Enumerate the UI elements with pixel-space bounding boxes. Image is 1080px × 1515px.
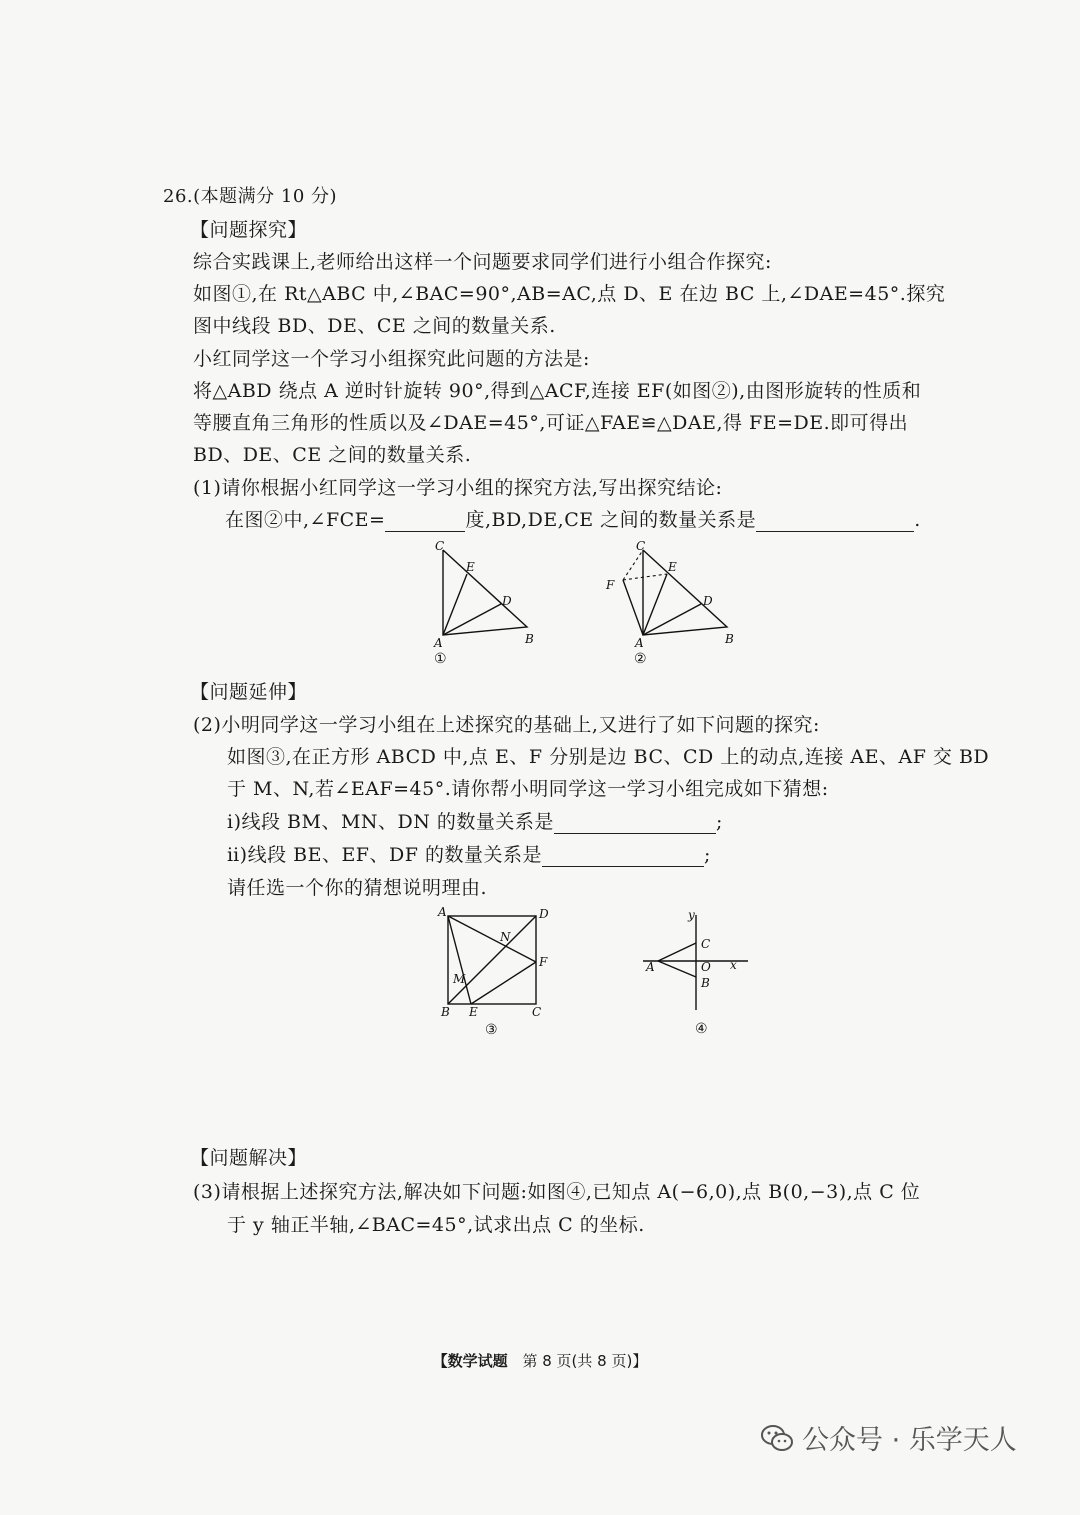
fig4-label-c: C — [701, 937, 711, 951]
fig2-label-b: B — [725, 632, 734, 646]
guess-ii-end: ; — [703, 844, 711, 866]
question-3-line-2: 于 y 轴正半轴,∠BAC=45°,试求出点 C 的坐标. — [227, 1214, 645, 1236]
guess-i-text: ⅰ)线段 BM、MN、DN 的数量关系是 — [227, 811, 554, 833]
fig3-label-m: M — [453, 972, 466, 986]
paragraph-intro: 综合实践课上,老师给出这样一个问题要求同学们进行小组合作探究: — [193, 251, 772, 273]
fig4-caption: ④ — [695, 1021, 708, 1037]
paragraph-condition: 如图①,在 Rt△ABC 中,∠BAC=90°,AB=AC,点 D、E 在边 BC 上,∠DAE=45°.探究 — [193, 283, 946, 305]
fig4-label-b: B — [701, 976, 710, 990]
fig4-label-o: O — [701, 960, 711, 974]
fig3-label-e: E — [469, 1005, 478, 1019]
figure-3 — [430, 902, 555, 1042]
fig3-label-n: N — [500, 930, 511, 944]
question-header: 26.(本题满分 10 分) — [163, 186, 338, 207]
section-title-extend: 【问题延伸】 — [190, 681, 308, 703]
watermark-text: 公众号 · 乐学天人 — [802, 1425, 1017, 1456]
question-2-guess-ii — [227, 843, 711, 867]
answer-blank-angle[interactable] — [385, 513, 465, 532]
figure-4 — [638, 905, 753, 1040]
fig2-label-c: C — [636, 539, 646, 553]
question-1-fill — [225, 508, 921, 532]
guess-ii-text: ⅱ)线段 BE、EF、DF 的数量关系是 — [227, 844, 542, 866]
fig2-label-f: F — [606, 578, 615, 592]
fig1-label-e: E — [466, 560, 475, 574]
fig1-label-a: A — [434, 636, 443, 650]
fig1-label-b: B — [525, 632, 534, 646]
fig4-label-x: x — [730, 958, 737, 972]
section-title-explore: 【问题探究】 — [190, 219, 308, 241]
fig3-label-a: A — [438, 905, 447, 919]
figure-2 — [598, 535, 743, 670]
question-3-line-1: (3)请根据上述探究方法,解决如下问题:如图④,已知点 A(−6,0),点 B(0,−3),点 C 位 — [193, 1181, 921, 1203]
fig3-label-b: B — [441, 1005, 450, 1019]
question-2-reason: 请任选一个你的猜想说明理由. — [227, 877, 488, 899]
paragraph-task: 图中线段 BD、DE、CE 之间的数量关系. — [193, 315, 556, 337]
q1-fill-part-a: 在图②中,∠FCE= — [225, 509, 386, 531]
answer-blank-relation[interactable] — [756, 513, 914, 532]
paragraph-method-2: 等腰直角三角形的性质以及∠DAE=45°,可证△FAE≌△DAE,得 FE=DE.即可得出 — [193, 412, 909, 434]
answer-blank-guess-ii[interactable] — [542, 848, 704, 867]
fig1-label-d: D — [502, 594, 512, 608]
wechat-icon — [760, 1423, 794, 1453]
fig3-label-d: D — [539, 907, 549, 921]
paragraph-method-intro: 小红同学这一个学习小组探究此问题的方法是: — [193, 348, 590, 370]
question-2: (2)小明同学这一学习小组在上述探究的基础上,又进行了如下问题的探究: — [193, 714, 820, 736]
q1-fill-part-b: 度,BD,DE,CE 之间的数量关系是 — [465, 509, 757, 531]
page-footer — [0, 1350, 1080, 1371]
fig3-caption: ③ — [485, 1022, 498, 1038]
paragraph-method-1: 将△ABD 绕点 A 逆时针旋转 90°,得到△ACF,连接 EF(如图②),由图形旋转的性质和 — [193, 380, 922, 402]
fig4-label-y: y — [688, 908, 695, 922]
fig4-label-a: A — [646, 960, 655, 974]
paragraph-method-3: BD、DE、CE 之间的数量关系. — [193, 444, 472, 466]
question-2-condition-1: 如图③,在正方形 ABCD 中,点 E、F 分别是边 BC、CD 上的动点,连接 AE、AF 交 BD — [227, 746, 990, 768]
fig2-caption: ② — [634, 651, 647, 667]
question-1: (1)请你根据小红同学这一学习小组的探究方法,写出探究结论: — [193, 477, 723, 499]
fig3-label-f: F — [539, 955, 548, 969]
fig2-label-e: E — [668, 560, 677, 574]
section-title-solve: 【问题解决】 — [190, 1147, 308, 1169]
question-2-condition-2: 于 M、N,若∠EAF=45°.请你帮小明同学这一学习小组完成如下猜想: — [227, 778, 829, 800]
watermark — [760, 1418, 1017, 1457]
fig3-label-c: C — [532, 1005, 542, 1019]
q1-fill-part-c: . — [914, 509, 921, 531]
guess-i-end: ; — [715, 811, 723, 833]
fig2-label-a: A — [635, 636, 644, 650]
fig2-label-d: D — [703, 594, 713, 608]
fig1-caption: ① — [434, 651, 447, 667]
fig1-label-c: C — [435, 539, 445, 553]
footer-subject: 【数学试题 — [432, 1352, 508, 1370]
question-2-guess-i — [227, 810, 723, 834]
answer-blank-guess-i[interactable] — [554, 815, 716, 834]
figure-1 — [425, 535, 550, 670]
footer-page: 第 8 页(共 8 页)】 — [522, 1352, 648, 1370]
